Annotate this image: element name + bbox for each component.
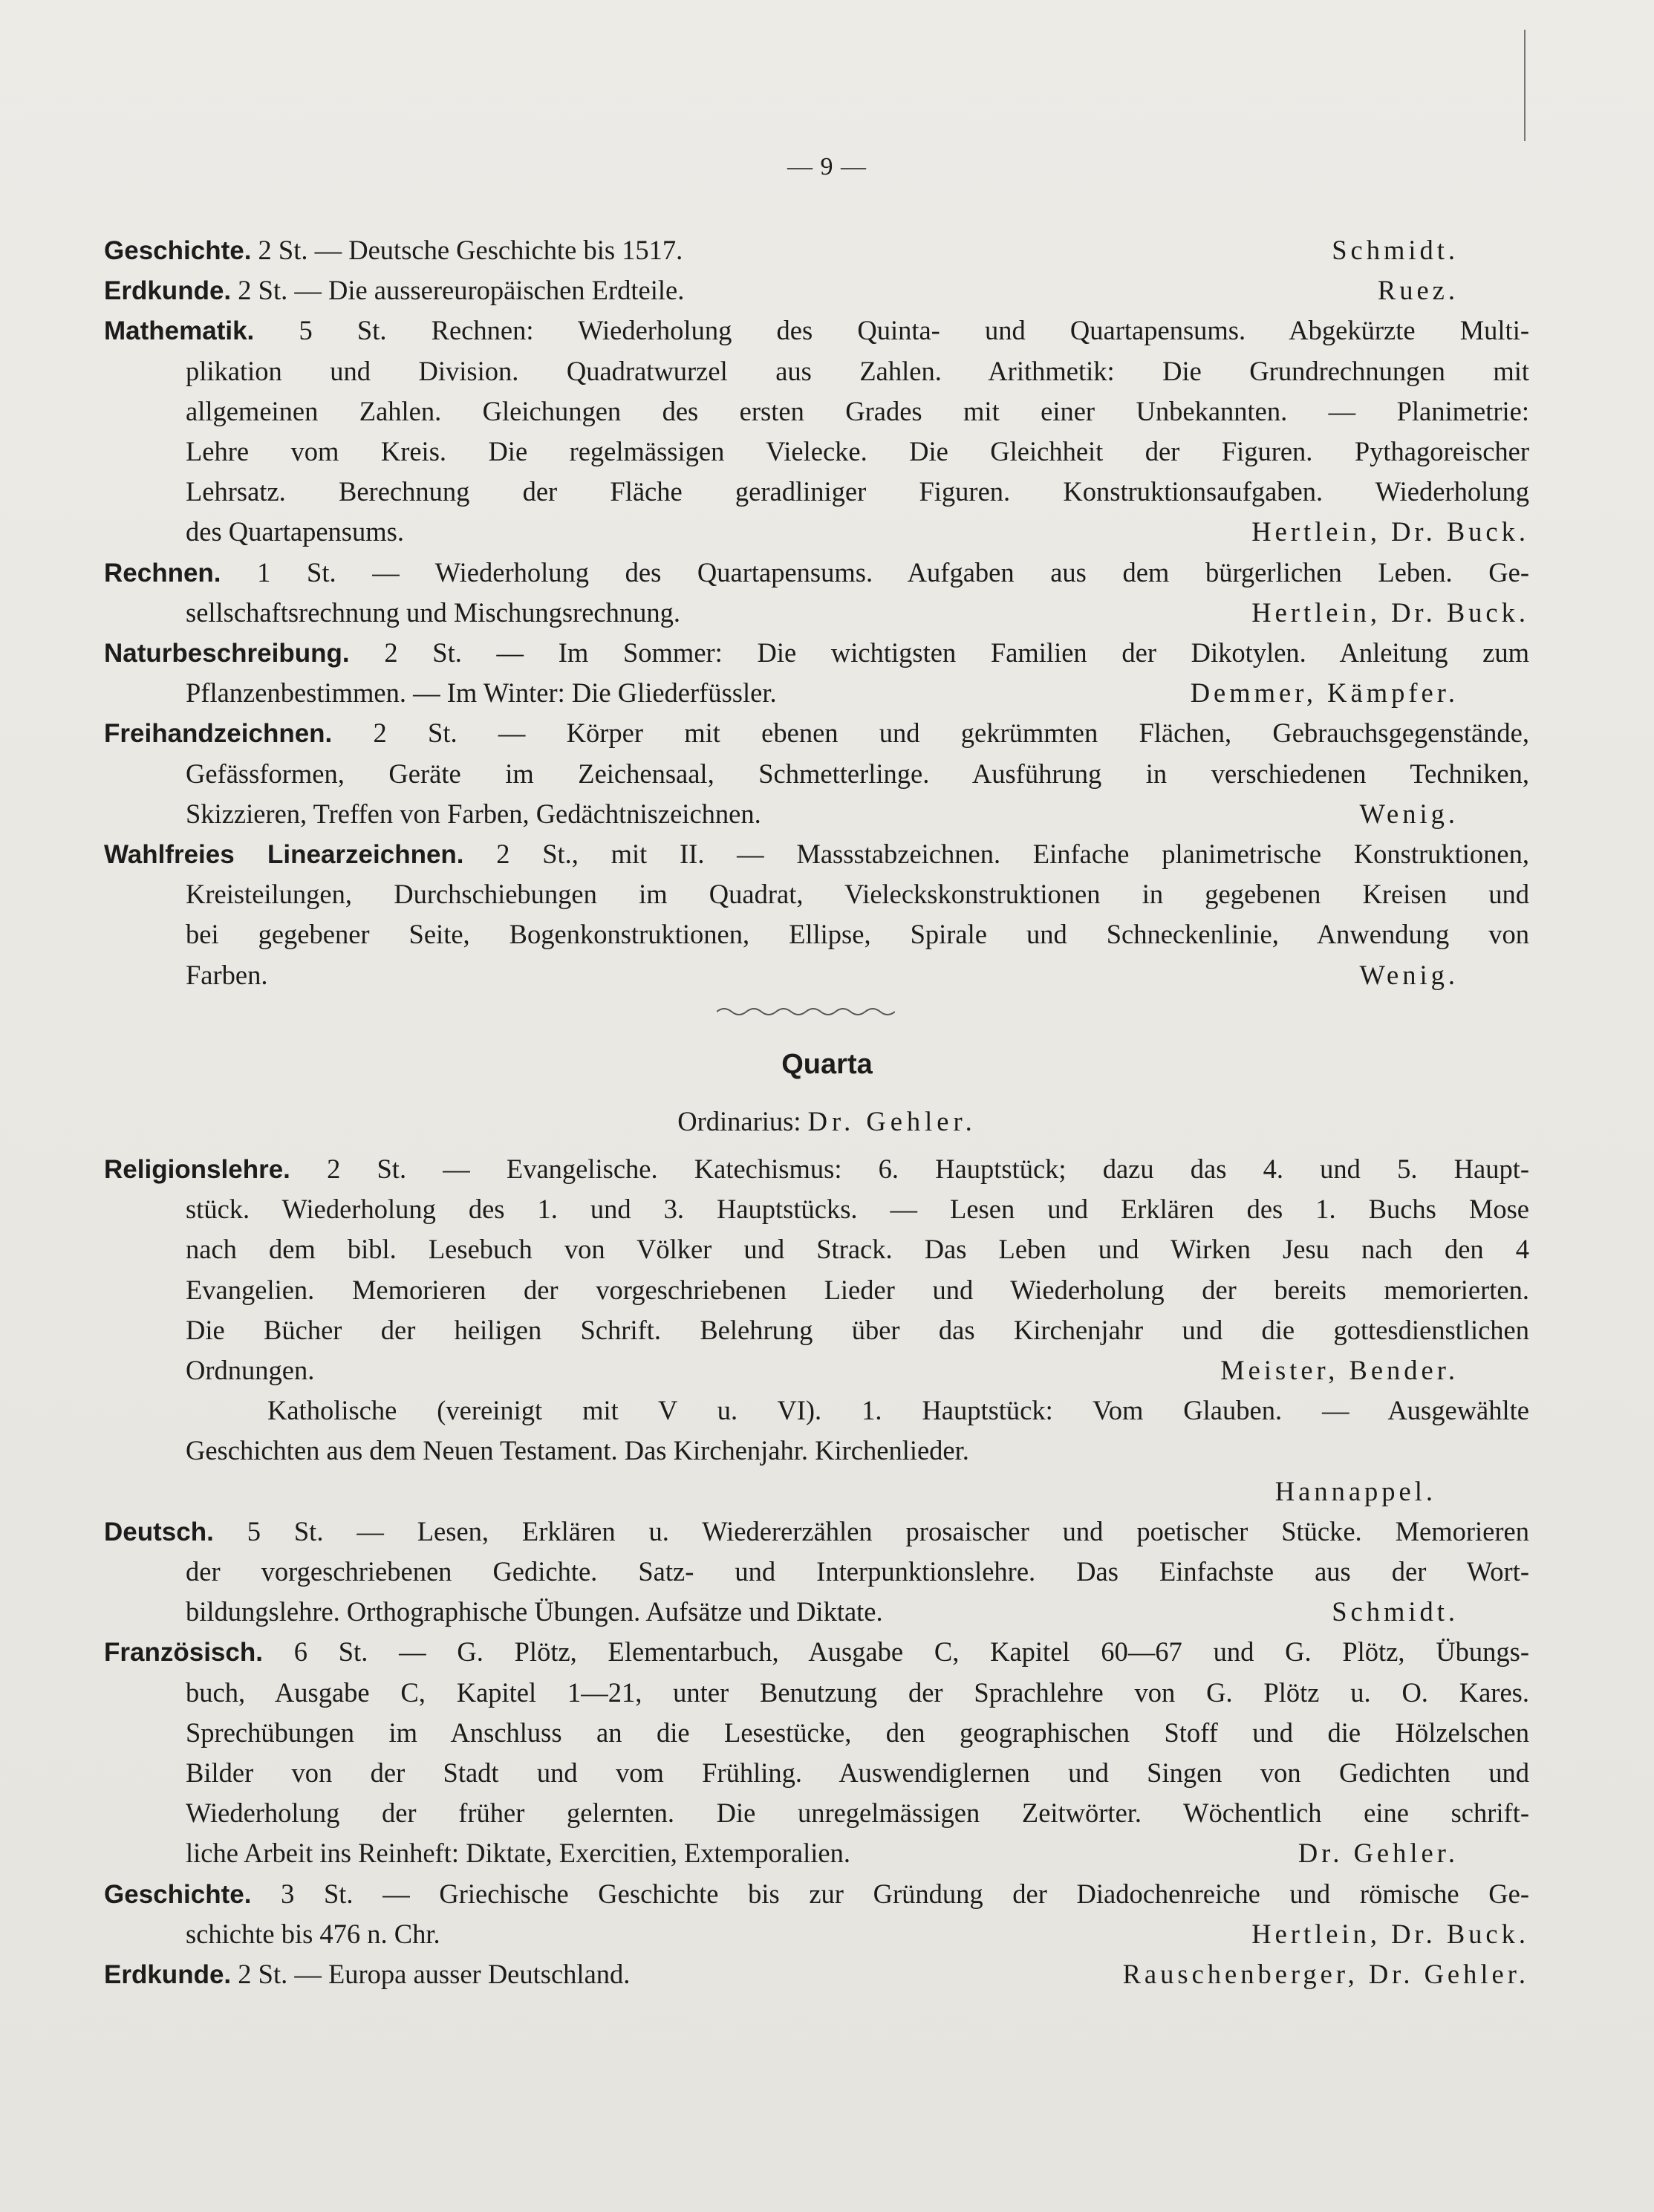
entry-text: Pflanzenbestimmen. — Im Winter: Die Gliederfüssler. xyxy=(186,677,777,709)
entry-line xyxy=(186,955,267,995)
teacher-name: Hertlein, Dr. Buck. xyxy=(1251,516,1529,547)
subject-heading: Erdkunde. xyxy=(104,276,232,306)
ordinarius-name: Dr. Gehler. xyxy=(807,1106,977,1136)
entry-line xyxy=(186,351,1529,391)
entry-line xyxy=(267,1390,1529,1431)
entry-line xyxy=(104,834,1529,874)
entry-line xyxy=(186,874,1529,914)
entry-line xyxy=(104,1954,630,1994)
ordinarius-line xyxy=(0,1105,1654,1137)
entry-line xyxy=(104,270,684,310)
ornament-divider xyxy=(717,1004,895,1019)
entry-line xyxy=(186,1350,314,1390)
teacher-name: Meister, Bender. xyxy=(1220,1355,1459,1385)
entry-line xyxy=(104,1874,1529,1914)
entry-text: Ordnungen. xyxy=(186,1355,315,1385)
teacher-name: Hertlein, Dr. Buck. xyxy=(1251,1918,1529,1949)
entry-line xyxy=(186,1713,1529,1753)
entry-text: bei gegebener Seite, Bogenkonstruktionen, Ellipse, Spirale und Schneckenlinie, Anwendung von xyxy=(186,919,1529,950)
subject-heading: Erdkunde. xyxy=(104,1960,232,1989)
binding-edge xyxy=(1524,30,1526,141)
entry-text: Die Bücher der heiligen Schrift. Belehrung über das Kirchenjahr und die gottesdienstlichen xyxy=(186,1314,1529,1345)
entry-line xyxy=(186,794,761,834)
teacher-name: Hertlein, Dr. Buck. xyxy=(1251,596,1529,628)
entry-text: des Quartapensums. xyxy=(186,516,404,547)
entry-line xyxy=(186,593,680,633)
entry-text: 2 St. — Europa ausser Deutschland. xyxy=(238,1959,631,1989)
entry-line xyxy=(186,1310,1529,1350)
entry-text: 5 St. — Lesen, Erklären u. Wiedererzählen prosaischer und poetischer Stücke. Memorieren xyxy=(247,1515,1529,1546)
entry-text: Skizzieren, Treffen von Farben, Gedächtniszeichnen. xyxy=(186,798,761,829)
entry-text: nach dem bibl. Lesebuch von Völker und Strack. Das Leben und Wirken Jesu nach den 4 xyxy=(186,1234,1529,1265)
entry-line xyxy=(186,512,404,552)
entry-text: buch, Ausgabe C, Kapitel 1—21, unter Benutzung der Sprachlehre von G. Plötz u. O. Kares. xyxy=(186,1676,1529,1708)
entry-line xyxy=(186,1189,1529,1229)
teacher-name: Dr. Gehler. xyxy=(1298,1838,1459,1869)
entry-line xyxy=(104,1632,1529,1672)
subject-heading: Mathematik. xyxy=(104,316,255,346)
section-title: Quarta xyxy=(781,1049,873,1080)
entry-text: allgemeinen Zahlen. Gleichungen des ersten Grades mit einer Unbekannten. — Planimetrie: xyxy=(186,395,1529,426)
teacher-name: Rauschenberger, Dr. Gehler. xyxy=(1122,1959,1529,1989)
subject-heading: Geschichte. xyxy=(104,1879,252,1909)
entry-line xyxy=(186,1592,883,1632)
entry-line xyxy=(186,914,1529,954)
teacher-name: Schmidt. xyxy=(1332,1596,1459,1627)
entry-line xyxy=(104,230,683,270)
entry-text: Gefässformen, Geräte im Zeichensaal, Schmetterlinge. Ausführung in verschiedenen Techniken, xyxy=(186,758,1529,789)
entry-text: Wiederholung der früher gelernten. Die unregelmässigen Zeitwörter. Wöchentlich eine schrift- xyxy=(186,1798,1529,1829)
page-number: — 9 — xyxy=(787,153,867,180)
ordinarius-label: Ordinarius: xyxy=(677,1106,801,1136)
entry-text: Sprechübungen im Anschluss an die Lesestücke, den geographischen Stoff und die Hölzelschen xyxy=(186,1717,1529,1748)
teacher-name: Wenig. xyxy=(1359,959,1459,990)
entry-line xyxy=(186,1833,850,1873)
entry-text: Geschichten aus dem Neuen Testament. Das Kirchenjahr. Kirchenlieder. xyxy=(186,1435,969,1466)
entry-line xyxy=(186,1270,1529,1310)
teacher-name: Hannappel. xyxy=(1274,1475,1436,1506)
entry-text: sellschaftsrechnung und Mischungsrechnung. xyxy=(186,596,680,628)
teacher-name: Demmer, Kämpfer. xyxy=(1190,677,1459,709)
teacher-name: Wenig. xyxy=(1359,798,1459,829)
entry-line xyxy=(186,1431,969,1471)
entry-text: plikation und Division. Quadratwurzel aus Zahlen. Arithmetik: Die Grundrechnungen mit xyxy=(186,355,1529,386)
entry-text: Lehre vom Kreis. Die regelmässigen Vielecke. Die Gleichheit der Figuren. Pythagoreischer xyxy=(186,436,1529,466)
entry-line xyxy=(186,673,777,713)
entry-line xyxy=(186,1914,440,1954)
subject-heading: Naturbeschreibung. xyxy=(104,639,350,668)
subject-heading: Religionslehre. xyxy=(104,1155,290,1184)
entry-text: Farben. xyxy=(186,959,268,990)
entry-text: 2 St. — Deutsche Geschichte bis 1517. xyxy=(258,235,683,265)
entry-line xyxy=(186,1552,1529,1592)
entry-line xyxy=(186,432,1529,472)
subject-heading: Französisch. xyxy=(104,1638,263,1668)
entry-text: 2 St. — Evangelische. Katechismus: 6. Hauptstück; dazu das 4. und 5. Haupt- xyxy=(327,1154,1529,1184)
entry-line xyxy=(104,633,1529,673)
entry-text: stück. Wiederholung des 1. und 3. Hauptstücks. — Lesen und Erklären des 1. Buchs Mose xyxy=(186,1194,1529,1225)
entry-text: Bilder von der Stadt und vom Frühling. Auswendiglernen und Singen von Gedichten und xyxy=(186,1757,1529,1788)
entry-line xyxy=(186,1673,1529,1713)
subject-heading: Rechnen. xyxy=(104,558,221,588)
entry-text: 2 St. — Körper mit ebenen und gekrümmten Flächen, Gebrauchsgegenstände, xyxy=(373,718,1529,749)
entry-line xyxy=(104,1149,1529,1189)
entry-text: 6 St. — G. Plötz, Elementarbuch, Ausgabe C, Kapitel 60—67 und G. Plötz, Übungs- xyxy=(293,1636,1529,1668)
entry-text: 3 St. — Griechische Geschichte bis zur Gründung der Diadochenreiche und römische Ge- xyxy=(281,1878,1529,1909)
subject-heading: Deutsch. xyxy=(104,1517,214,1546)
entry-text: 2 St. — Die aussereuropäischen Erdteile. xyxy=(238,275,685,306)
entry-text: Kreisteilungen, Durchschiebungen im Quadrat, Vieleckskonstruktionen in gegebenen Kreisen und xyxy=(186,879,1529,910)
entry-text: 5 St. Rechnen: Wiederholung des Quinta- und Quartapensums. Abgekürzte Multi- xyxy=(299,315,1529,346)
entry-text: Katholische (vereinigt mit V u. VI). 1. Hauptstück: Vom Glauben. — Ausgewählte xyxy=(267,1395,1529,1426)
subject-heading: Wahlfreies Linearzeichnen. xyxy=(104,840,464,869)
entry-line xyxy=(186,1229,1529,1269)
entry-line xyxy=(186,391,1529,432)
entry-line xyxy=(186,1753,1529,1793)
entry-text: liche Arbeit ins Reinheft: Diktate, Exercitien, Extemporalien. xyxy=(186,1838,850,1869)
entry-line xyxy=(186,754,1529,794)
entry-text: Lehrsatz. Berechnung der Fläche geradliniger Figuren. Konstruktionsaufgaben. Wiederholung xyxy=(186,476,1529,507)
entry-text: schichte bis 476 n. Chr. xyxy=(186,1918,440,1949)
entry-text: bildungslehre. Orthographische Übungen. Aufsätze und Diktate. xyxy=(186,1596,883,1627)
teacher-name: Ruez. xyxy=(1377,275,1459,306)
subject-heading: Geschichte. xyxy=(104,236,252,265)
entry-line xyxy=(104,310,1529,351)
subject-heading: Freihandzeichnen. xyxy=(104,719,333,749)
entry-text: der vorgeschriebenen Gedichte. Satz- und Interpunktionslehre. Das Einfachste aus der Wort- xyxy=(186,1556,1529,1587)
entry-text: 1 St. — Wiederholung des Quartapensums. Aufgaben aus dem bürgerlichen Leben. Ge- xyxy=(257,556,1529,588)
entry-line xyxy=(104,713,1529,753)
entry-line xyxy=(186,472,1529,512)
entry-line xyxy=(104,1512,1529,1552)
entry-text: Evangelien. Memorieren der vorgeschriebenen Lieder und Wiederholung der bereits memorierten. xyxy=(186,1274,1529,1305)
entry-line xyxy=(104,553,1529,593)
teacher-name: Schmidt. xyxy=(1332,235,1459,265)
entry-line xyxy=(186,1793,1529,1833)
entry-text: 2 St., mit II. — Massstabzeichnen. Einfache planimetrische Konstruktionen, xyxy=(496,839,1529,869)
entry-text: 2 St. — Im Sommer: Die wichtigsten Familien der Dikotylen. Anleitung zum xyxy=(384,637,1529,668)
